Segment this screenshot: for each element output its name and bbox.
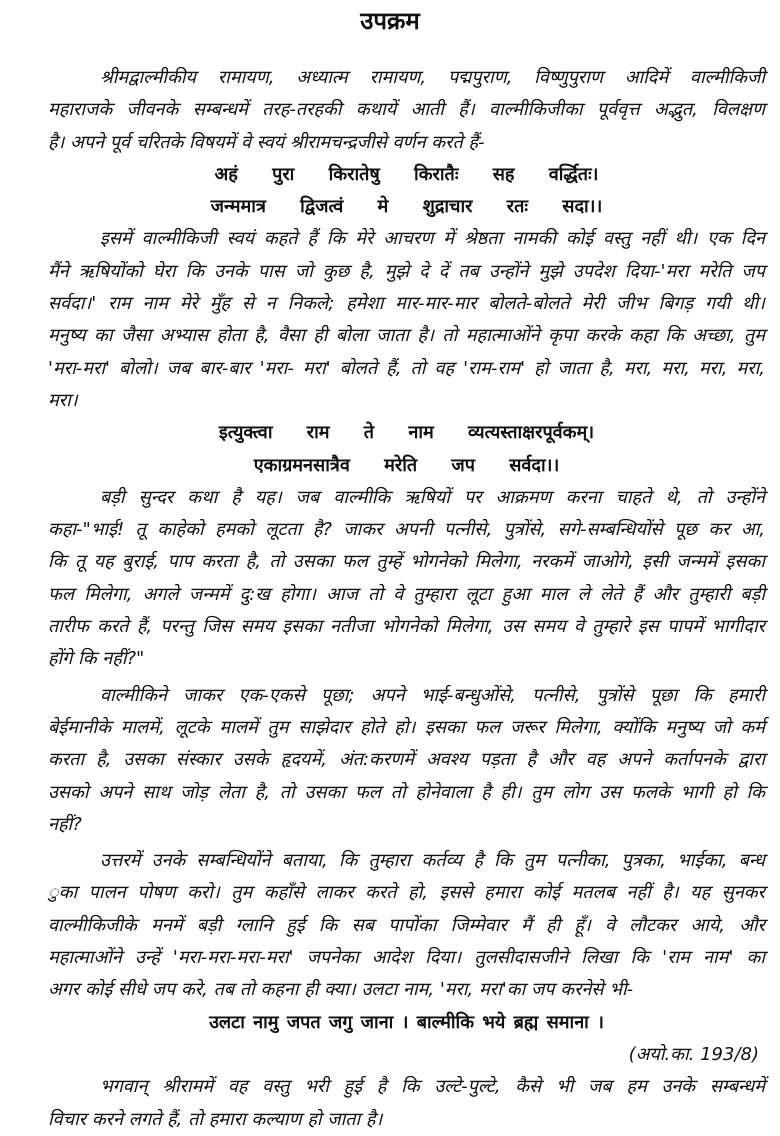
paragraph [48,1071,765,1136]
text-line: मैंने ऋषियोंको घेरा कि उनके पास जो कुछ है, मुझे दे दें तब उन्होंने मुझे उपदेश दिया-'मरा मरेति जप [48,260,765,282]
citation [48,1039,765,1071]
text-line: सर्वदा।' राम नाम मेरे मुँह से न निकले; हमेशा मार-मार-मार बोलते-बोलते मेरी जीभ बिगड़ गयी थी। [48,293,765,315]
verse-quote [48,1007,765,1039]
paragraph [48,62,765,159]
text-line: उलटा नामु जपत जगु जाना । बाल्मीकि भये ब्रह्म समाना । [209,1011,604,1033]
text-line: अहं पुरा किरातेषु किरातैः सह वर्द्धितः। [214,163,599,185]
text-line: तारीफ करते हैं, परन्तु जिस समय इसका नतीजा भोगनेको मिलेगा, उस समय वे तुम्हारे इस पापमें भागीदार [48,616,765,638]
text-line: भगवान् श्रीराममें वह वस्तु भरी हुई है कि उल्टे-पुल्टे, कैसे भी जब हम उनके सम्बन्धमें [100,1076,765,1098]
text-line: होंगे कि नहीं?" [48,648,145,670]
text-line: नहीं? [48,813,82,835]
text-line: विचार करने लगते हैं, तो हमारा कल्याण हो जाता है। [48,1108,383,1130]
text-line: उसको अपने साथ जोड़ लेता है, तो उसका फल तो होनेवाला है ही। तुम लोग उस फलके भागी हो कि [48,781,765,803]
text-line: 'मरा-मरा' बोलो। जब बार-बार 'मरा- मरा' बोलते हैं, तो वह 'राम-राम' हो जाता है, मरा, मरा, मरा, मरा, [48,357,765,379]
text-line: बेईमानीके मालमें, लूटके मालमें तुम साझेदार होते हो। इसका फल जरूर मिलेगा, क्योंकि मनुष्य जो कर्म [48,716,765,738]
page-title: उपक्रम [360,7,420,35]
text-line: इत्युक्त्वा राम ते नाम व्यत्यस्ताक्षरपूर्वकम्। [218,422,595,444]
text-line: है। अपने पूर्व चरितके विषयमें वे स्वयं श्रीरामचन्द्रजीसे वर्णन करते हैं- [48,131,485,153]
text-line: श्रीमद्वाल्मीकीय रामायण, अध्यात्म रामायण, पद्मपुराण, विष्णुपुराण आदिमें वाल्मीकिजी [100,67,765,88]
text-line: महात्माओंने उन्हें 'मरा-मरा-मरा-मरा' जपनेका आदेश दिया। तुलसीदासजीने लिखा कि 'राम नाम' का [48,947,765,969]
citation-text: (अयो.का. 193/8) [628,1043,759,1065]
text-line: इसमें वाल्मीकिजी स्वयं कहते हैं कि मेरे आचरण में श्रेष्ठता नामकी कोई वस्तु नहीं थी। एक दिन [100,228,765,250]
text-line: एकाग्रमनसात्रैव मरेति जप सर्वदा।। [253,454,560,476]
paragraph [48,482,765,676]
text-line: उत्तरमें उनके सम्बन्धियोंने बताया, कि तुम्हारा कर्तव्य है कि तुम पत्नीका, पुत्रका, भाईका, बन्ध [100,850,765,872]
text-line: मरा। [48,389,78,411]
paragraph [48,223,765,417]
text-line: फल मिलेगा, अगले जन्ममें दु:ख होगा। आज तो वे तुम्हारा लूटा हुआ माल ले लेते हैं और तुम्हारी बड़ी [48,583,765,605]
verse-quote [48,159,765,224]
paragraph [48,845,765,1006]
text-line: कि तू यह बुराई, पाप करता है, तो उसका फल तुम्हें भोगनेको मिलेगा, नरकमें जाओगे, इसी जन्ममें इसका [48,551,765,573]
paragraph [48,680,765,841]
text-line: अगर कोई सीधे जप करे, तब तो कहना ही क्या। उलटा नाम, 'मरा, मरा'का जप करनेसे भी- [48,979,634,1001]
text-line: मनुष्य का जैसा अभ्यास होता है, वैसा ही बोला जाता है। तो महात्माओंने कृपा करके कहा कि अच्छा, तुम [48,325,765,347]
verse-quote [48,417,765,482]
text-line: कहा-"भाई! तू काहेको हमको लूटता है? जाकर अपनी पत्नीसे, पुत्रोंसे, सगे-सम्बन्धियोंसे पूछ कर आ, [48,519,765,541]
document-body [48,62,765,1136]
text-line: वाल्मीकिने जाकर एक-एकसे पूछा; अपने भाई-बन्धुओंसे, पत्नीसे, पुत्रोंसे पूछा कि हमारी [100,684,765,706]
text-line: ुका पालन पोषण करो। तुम कहाँसे लाकर करते हो, इससे हमारा कोई मतलब नहीं है। यह सुनकर [48,882,765,904]
text-line: बड़ी सुन्दर कथा है यह। जब वाल्मीकि ऋषियों पर आक्रमण करना चाहते थे, तो उन्होंने [100,486,765,508]
text-line: जन्ममात्र द्विजत्वं मे शुद्राचार रतः सदा।। [210,196,603,218]
text-line: वाल्मीकिजीके मनमें बड़ी ग्लानि हुई कि सब पापोंका जिम्मेवार मैं ही हूँ। वे लौटकर आये, और [48,914,765,936]
text-line: करता है, उसका संस्कार उसके हृदयमें, अंत:करणमें अवश्य पड़ता है और वह अपने कर्तापनके द्वारा [48,749,765,771]
text-line: महाराजके जीवनके सम्बन्धमें तरह-तरहकी कथायें आती हैं। वाल्मीकिजीका पूर्ववृत्त अद्भुत, विलक्षण [48,99,765,121]
